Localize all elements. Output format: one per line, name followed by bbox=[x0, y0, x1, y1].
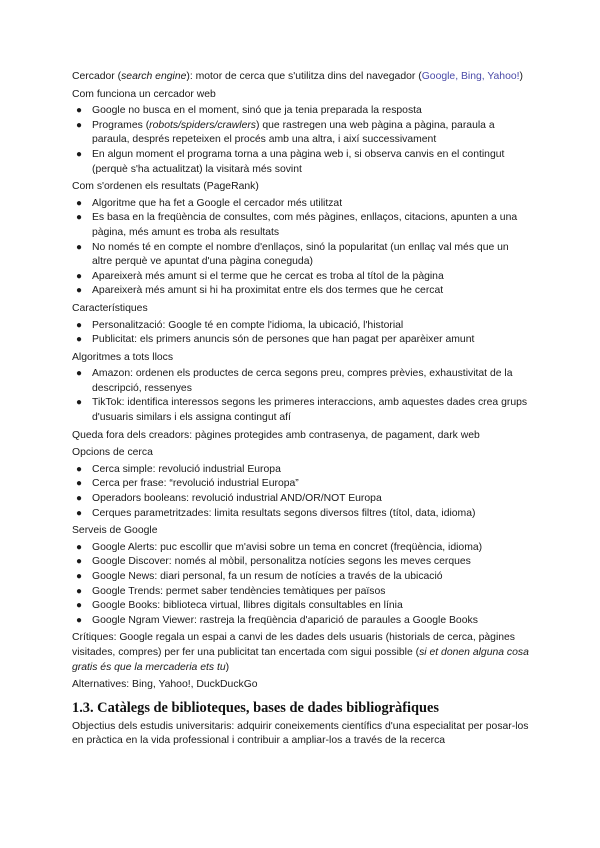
bullet-icon: ● bbox=[76, 507, 83, 519]
section-heading: Com funciona un cercador web bbox=[72, 88, 216, 100]
bullet-list bbox=[72, 463, 530, 521]
bullet-icon: ● bbox=[76, 285, 83, 297]
alternatives-line: Alternatives: Bing, Yahoo!, DuckDuckGo bbox=[72, 679, 258, 691]
section-heading: Opcions de cerca bbox=[72, 447, 153, 459]
bullet-icon: ● bbox=[76, 334, 83, 346]
bullet-icon: ● bbox=[76, 212, 83, 224]
bullet-icon: ● bbox=[76, 478, 83, 490]
bullet-list bbox=[72, 319, 530, 348]
section-heading: Característiques bbox=[72, 302, 148, 314]
list-item: ● Publicitat: els primers anuncis són de persones que han pagat per aparèixer amunt bbox=[72, 333, 530, 348]
section-heading: Com s'ordenen els resultats (PageRank) bbox=[72, 181, 259, 193]
intro-suffix: ) bbox=[519, 71, 523, 82]
list-item: ● En algun moment el programa torna a una pàgina web i, si observa canvis en el contingut (perquè s'ha actualitzat) la visitarà més sovint bbox=[76, 148, 505, 175]
list-item: ● Cerques parametritzades: limita resultats segons diversos filtres (títol, data, idioma) bbox=[72, 507, 530, 522]
list-item: ● Google no busca en el moment, sinó que ja tenia preparada la resposta bbox=[72, 104, 530, 119]
objectives-paragraph: Objectius dels estudis universitaris: adquirir coneixements científics d'una especialitat per posar-los en pràctica en la vida professional i contribuir a ampliar-los a través de la recerca bbox=[72, 720, 529, 747]
intro-prefix: Cercador ( bbox=[72, 71, 122, 82]
bullet-icon: ● bbox=[76, 119, 83, 131]
bullet-icon: ● bbox=[76, 600, 83, 612]
list-item: ● Operadors booleans: revolució industrial AND/OR/NOT Europa bbox=[72, 492, 530, 507]
bullet-icon: ● bbox=[76, 463, 83, 475]
bullet-icon: ● bbox=[76, 585, 83, 597]
list-item: ● Personalització: Google té en compte l'idioma, la ubicació, l'historial bbox=[72, 319, 530, 334]
list-item: ● Google Trends: permet saber tendències temàtiques per països bbox=[72, 585, 530, 600]
section-heading: Algoritmes a tots llocs bbox=[72, 351, 174, 363]
list-item: ● Google Ngram Viewer: rastreja la freqüència d'aparició de paraules a Google Books bbox=[72, 614, 530, 629]
list-item: ● TikTok: identifica interessos segons les primeres interaccions, amb aquestes dades crea grups d'usuaris similars i els assigna contingut afí bbox=[76, 397, 528, 424]
critiques-paragraph: Crítiques: Google regala un espai a canvi de les dades dels usuaris (historials de cerca, pàgines visitades, compres) per fer una publicitat tan encertada com sigui possible (si et donen alguna cosa gratis és que la mercaderia ets tu) bbox=[72, 632, 529, 673]
list-item: ● Apareixerà més amunt si hi ha proximitat entre els dos termes que he cercat bbox=[72, 284, 530, 299]
list-item: ● Algoritme que ha fet a Google el cercador més utilitzat bbox=[72, 197, 530, 212]
list-item: ● Es basa en la freqüència de consultes, com més pàgines, enllaços, citacions, apunten a una pàgina, més amunt es troba als resultats bbox=[76, 212, 518, 238]
bullet-icon: ● bbox=[76, 319, 83, 331]
list-item: ● Google Alerts: puc escollir que m'avisi sobre un tema en concret (freqüència, idioma) bbox=[72, 541, 530, 556]
bullet-list bbox=[72, 197, 530, 299]
bullet-icon: ● bbox=[76, 105, 83, 117]
list-item: ● Google Books: biblioteca virtual, llibres digitals consultables en línia bbox=[72, 599, 530, 614]
bullet-icon: ● bbox=[76, 148, 83, 160]
bullet-list bbox=[72, 541, 530, 629]
bullet-icon: ● bbox=[76, 614, 83, 626]
bullet-icon: ● bbox=[76, 397, 83, 409]
list-item: ● Programes (robots/spiders/crawlers) que rastregen una web pàgina a pàgina, paraula a paraula, després repeteixen el procés amb una altra, i així successivament bbox=[76, 119, 495, 146]
bullet-icon: ● bbox=[76, 571, 83, 582]
bullet-icon: ● bbox=[76, 368, 83, 380]
bullet-icon: ● bbox=[76, 270, 83, 282]
bullet-icon: ● bbox=[76, 197, 83, 209]
bullet-icon: ● bbox=[76, 541, 83, 553]
section-heading: Serveis de Google bbox=[72, 525, 158, 537]
list-item: ● Google News: diari personal, fa un resum de notícies a través de la ubicació bbox=[72, 570, 530, 585]
intro-paragraph bbox=[72, 70, 530, 85]
list-item: ● Apareixerà més amunt si el terme que he cercat es troba al títol de la pàgina bbox=[72, 270, 530, 285]
intro-term: search engine bbox=[121, 71, 187, 82]
bullet-icon: ● bbox=[76, 493, 83, 505]
list-item: ● Amazon: ordenen els productes de cerca segons preu, compres prèvies, exhaustivitat de la descripció, ressenyes bbox=[76, 368, 513, 394]
list-item: ● Cerca simple: revolució industrial Europa bbox=[72, 463, 530, 478]
section-title: 1.3. Catàlegs de biblioteques, bases de dades bibliogràfiques bbox=[72, 699, 440, 716]
list-item: ● Cerca per frase: “revolució industrial Europa” bbox=[72, 477, 530, 492]
bullet-icon: ● bbox=[76, 241, 83, 253]
list-item: ● No només té en compte el nombre d'enllaços, sinó la popularitat (un enllaç val més que un altre perquè ve apuntat d'una pàgina coneguda) bbox=[76, 241, 509, 268]
bullet-list bbox=[72, 367, 530, 425]
search-engines-link[interactable]: Google, Bing, Yahoo! bbox=[421, 71, 520, 82]
document-page bbox=[72, 70, 530, 752]
bullet-icon: ● bbox=[76, 556, 83, 568]
list-item: ● Google Discover: només al mòbil, personalitza notícies segons les meves cerques bbox=[72, 555, 530, 570]
bullet-list bbox=[72, 104, 530, 177]
excluded-content-line: Queda fora dels creadors: pàgines protegides amb contrasenya, de pagament, dark web bbox=[72, 429, 480, 441]
intro-middle: ): motor de cerca que s'utilitza dins del navegador ( bbox=[186, 71, 422, 82]
